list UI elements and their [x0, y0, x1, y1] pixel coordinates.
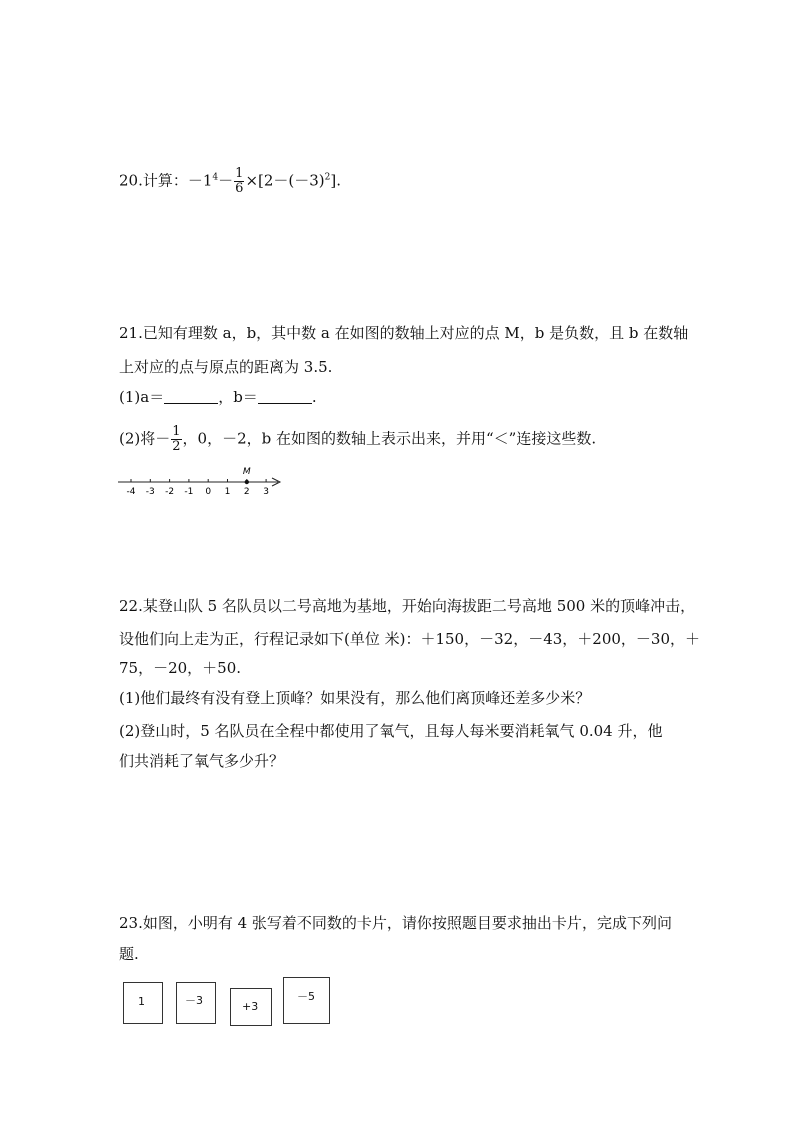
tick-label: 1	[224, 487, 231, 497]
card-4-value: －5	[297, 990, 315, 1003]
tick-label: -2	[165, 487, 175, 497]
tick-label: -4	[126, 487, 136, 497]
card-4[interactable]	[283, 977, 330, 1024]
q20-fraction-denominator: 6	[235, 181, 244, 196]
point-m	[245, 480, 249, 484]
point-m-label: M	[242, 467, 251, 477]
q20-minus: －	[218, 171, 234, 190]
q21-fraction-denominator: 2	[172, 439, 181, 454]
q21-line-2: 上对应的点与原点的距离为 3.5.	[119, 358, 333, 376]
q21-part2-rest: ，0，－2，b 在如图的数轴上表示出来，并用“＜”连接这些数.	[182, 429, 597, 448]
q20-end: ].	[330, 171, 342, 190]
q22-line-5: (2)登山时，5 名队员在全程中都使用了氧气，且每人每米要消耗氧气 0.04 升，他	[119, 722, 663, 740]
tick-label: -1	[184, 487, 194, 497]
q20-fraction	[234, 167, 244, 196]
q21-part1-end: .	[311, 388, 317, 406]
tick-label: 0	[205, 487, 212, 497]
q21-part1-b-label: ，b＝	[218, 388, 258, 406]
q23-line-2: 题.	[119, 945, 139, 963]
q22-line-1: 22.某登山队 5 名队员以二号高地为基地，开始向海拔距二号高地 500 米的顶峰冲击，	[119, 597, 696, 615]
q20-rest: ×[2－(－3)	[245, 171, 325, 190]
q21-part1-a-label: (1)a＝	[119, 388, 165, 406]
tick-label: 3	[263, 487, 269, 497]
number-line	[110, 462, 290, 498]
q20-fraction-numerator: 1	[235, 166, 244, 181]
card-1[interactable]	[123, 982, 163, 1024]
q22-line-4: (1)他们最终有没有登上顶峰？如果没有，那么他们离顶峰还差多少米？	[119, 689, 591, 707]
q21-part-1	[119, 387, 317, 407]
q21-fraction-numerator: 1	[172, 424, 181, 439]
q21-line-1: 21.已知有理数 a，b，其中数 a 在如图的数轴上对应的点 M，b 是负数，且 b 在数轴	[119, 324, 689, 342]
tick-label: 2	[243, 487, 250, 497]
card-2[interactable]	[176, 982, 216, 1024]
q22-line-6: 们共消耗了氧气多少升？	[119, 752, 285, 770]
q20-prefix: 20.计算：－1	[119, 171, 213, 190]
q22-line-2: 设他们向上走为正，行程记录如下(单位 米)：＋150，－32，－43，＋200，－30，＋	[119, 630, 700, 648]
q20-exponent-1: 4	[212, 172, 219, 183]
card-1-value: 1	[138, 995, 145, 1008]
answer-blank-a[interactable]	[164, 389, 218, 404]
q20-exponent-2: 2	[324, 172, 331, 183]
card-3-value: +3	[242, 1000, 259, 1013]
card-2-value: －3	[185, 994, 203, 1007]
q21-fraction	[171, 425, 181, 454]
tick-label: -3	[145, 487, 155, 497]
q21-part2-prefix: (2)将－	[119, 429, 171, 448]
q23-line-1: 23.如图，小明有 4 张写着不同数的卡片，请你按照题目要求抽出卡片，完成下列问	[119, 914, 672, 932]
q21-part-2	[119, 425, 596, 454]
question-20	[119, 167, 341, 196]
q22-line-3: 75，－20，＋50.	[119, 659, 242, 677]
answer-blank-b[interactable]	[258, 389, 312, 404]
card-3[interactable]	[230, 988, 272, 1026]
